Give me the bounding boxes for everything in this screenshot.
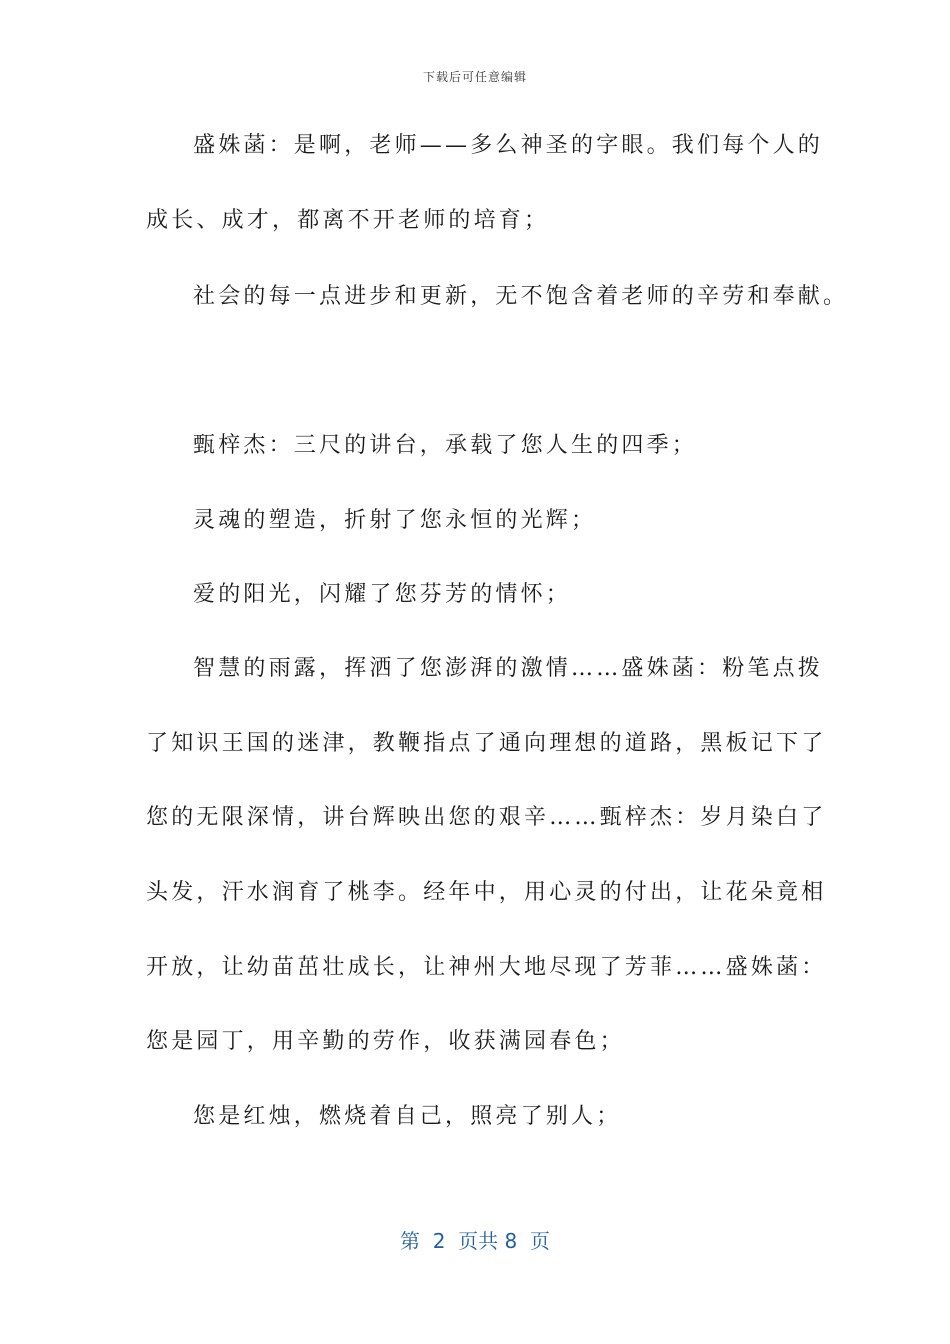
page-number-footer: 第 2 页共 8 页	[400, 1229, 550, 1253]
paragraph-line: 您是园丁，用辛勤的劳作，收获满园春色；	[146, 1029, 625, 1054]
page-header: 下载后可任意编辑	[422, 70, 527, 84]
paragraph-line: 头发，汗水润育了桃李。经年中，用心灵的付出，让花朵竟相	[146, 880, 827, 905]
paragraph-line: 甄梓杰：三尺的讲台，承载了您人生的四季；	[193, 433, 698, 458]
paragraph-line: 灵魂的塑造，折射了您永恒的光辉；	[193, 508, 597, 533]
paragraph-line: 开放，让幼苗茁壮成长，让神州大地尽现了芳菲……盛姝菡：	[146, 955, 827, 980]
paragraph-line: 爱的阳光，闪耀了您芬芳的情怀；	[193, 582, 572, 607]
paragraph-line: 您是红烛，燃烧着自己，照亮了别人；	[193, 1104, 622, 1129]
paragraph-line: 成长、成才，都离不开老师的培育；	[146, 208, 550, 233]
paragraph-line: 智慧的雨露，挥洒了您澎湃的激情……盛姝菡：粉笔点拨	[193, 656, 824, 681]
paragraph-line: 了知识王国的迷津，教鞭指点了通向理想的道路，黑板记下了	[146, 731, 827, 756]
paragraph-line: 盛姝菡：是啊，老师——多么神圣的字眼。我们每个人的	[193, 133, 824, 158]
paragraph-line: 社会的每一点进步和更新，无不饱含着老师的辛劳和奉献。	[193, 284, 849, 309]
paragraph-line: 您的无限深情，讲台辉映出您的艰辛……甄梓杰：岁月染白了	[146, 805, 827, 830]
